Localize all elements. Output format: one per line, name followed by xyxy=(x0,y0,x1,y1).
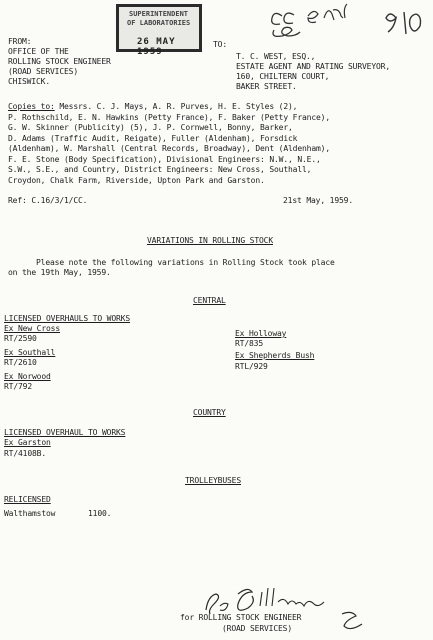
depot-label: Ex Southall xyxy=(4,348,56,357)
copies-line: G. W. Skinner (Publicity) (5), J. P. Cornwell, Bonny, Barker, xyxy=(8,123,293,132)
to-label: TO: xyxy=(213,40,227,49)
copies-line: F. E. Stone (Body Specification), Divisional Engineers: N.W., N.E., xyxy=(8,154,321,164)
vehicle-number: 1100. xyxy=(88,509,112,518)
vehicle-code: RT/792 xyxy=(4,382,32,391)
vehicle-code: RT/2590 xyxy=(4,334,37,343)
depot-label: Ex Garston xyxy=(4,438,51,447)
copies-line: D. Adams (Traffic Audit, Reigate), Fuller (Aldenham), Forsdick xyxy=(8,133,298,143)
footer-line: (ROAD SERVICES) xyxy=(222,624,292,633)
relicensed-subheading: RELICENSED xyxy=(4,495,51,504)
depot-name: Walthamstow xyxy=(4,509,56,518)
memo-title: VARIATIONS IN ROLLING STOCK xyxy=(147,236,273,245)
country-subheading: LICENSED OVERHAUL TO WORKS xyxy=(4,428,126,437)
central-subheading: LICENSED OVERHAULS TO WORKS xyxy=(4,314,130,323)
memo-date: 21st May, 1959. xyxy=(283,196,353,205)
from-label: FROM: xyxy=(8,37,32,46)
to-line: T. C. WEST, ESQ., xyxy=(236,52,316,61)
vehicle-code: RT/4108B. xyxy=(4,449,46,458)
stamp-line-2: OF LABORATORIES xyxy=(127,19,191,27)
depot-label: Ex Norwood xyxy=(4,372,51,381)
copies-line: Croydon, Chalk Farm, Riverside, Upton Park and Garston. xyxy=(8,175,265,185)
copies-line: P. Rothschild, E. N. Hawkins (Petty France), F. Baker (Petty France), xyxy=(8,112,330,122)
vehicle-code: RTL/929 xyxy=(235,362,268,371)
copies-line: Messrs. C. J. Mays, A. R. Purves, H. E. Styles (2), xyxy=(54,102,298,111)
copies-line: S.W., S.E., and Country, District Engineers: New Cross, Southall, xyxy=(8,165,312,174)
from-line: OFFICE OF THE xyxy=(8,47,69,56)
depot-label: Ex Holloway xyxy=(235,329,287,338)
to-line: ESTATE AGENT AND RATING SURVEYOR, xyxy=(236,62,390,71)
central-heading: CENTRAL xyxy=(193,296,226,305)
to-line: 160, CHILTERN COURT, xyxy=(236,72,330,81)
handwritten-note-icon xyxy=(268,2,428,42)
copies-line: (Aldenham), W. Marshall (Central Records, Broadway), Dent (Aldenham), xyxy=(8,144,330,153)
trolleybuses-heading: TROLLEYBUSES xyxy=(185,476,241,485)
reference: Ref: C.16/3/1/CC. xyxy=(8,196,88,205)
initials-icon xyxy=(338,608,368,634)
from-line: (ROAD SERVICES) xyxy=(8,67,78,76)
country-heading: COUNTRY xyxy=(193,408,226,417)
depot-label: Ex New Cross xyxy=(4,324,60,333)
copies-block xyxy=(8,102,418,186)
footer-line: for ROLLING STOCK ENGINEER xyxy=(180,613,302,622)
received-stamp xyxy=(116,4,202,57)
intro-text: on the 19th May, 1959. xyxy=(8,268,111,277)
vehicle-code: RT/835 xyxy=(235,339,263,348)
intro-text: Please note the following variations in Rolling Stock took place xyxy=(36,258,335,267)
vehicle-code: RT/2610 xyxy=(4,358,37,367)
from-line: CHISWICK. xyxy=(8,77,50,86)
to-line: BAKER STREET. xyxy=(236,82,297,91)
stamp-date: 26 MAY 1959 xyxy=(137,37,176,57)
stamp-line-1: SUPERINTENDENT xyxy=(129,10,189,18)
copies-label: Copies to: xyxy=(8,102,55,111)
from-line: ROLLING STOCK ENGINEER xyxy=(8,57,111,66)
depot-label: Ex Shepherds Bush xyxy=(235,351,315,360)
